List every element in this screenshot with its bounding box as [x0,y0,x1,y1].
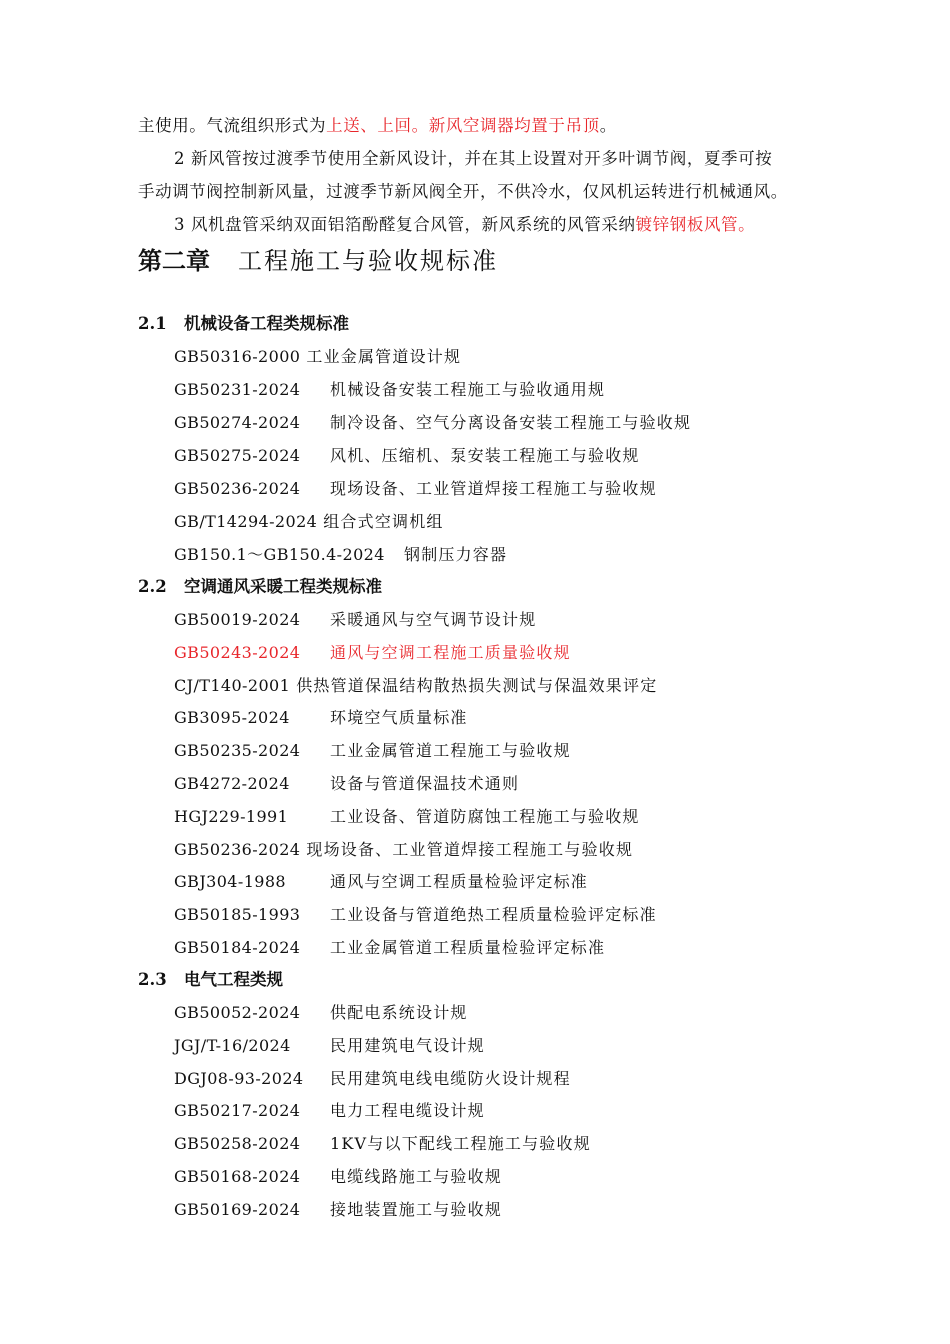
list-item [174,1001,468,1025]
standard-name: 工业金属管道工程质量检验评定标准 [330,938,606,957]
list-item [174,1067,571,1091]
standard-name: 电缆线路施工与验收规 [330,1167,503,1186]
standard-name: 1KV与以下配线工程施工与验收规 [330,1134,591,1153]
chapter-number: 第二章 [138,246,210,275]
standard-code: GB50185-1993 [174,905,301,924]
section-heading-2-3 [138,968,283,992]
standard-name: 工业设备、管道防腐蚀工程施工与验收规 [330,807,640,826]
standard-name: 环境空气质量标准 [330,708,468,727]
standard-name: 通风与空调工程质量检验评定标准 [330,872,589,891]
list-item-highlighted [174,641,571,665]
standard-code: HGJ229-1991 [174,807,289,826]
standard-code: GB50274-2024 [174,413,301,432]
standard-code: GB50236-2024 [174,479,301,498]
standard-code: GB50231-2024 [174,380,301,399]
standard-code: GB/T14294-2024 [174,512,318,531]
standard-name: 接地装置施工与验收规 [330,1200,503,1219]
list-item [174,772,519,796]
standard-code: GB50243-2024 [174,643,301,662]
standard-name: 现场设备、工业管道焊接工程施工与验收规 [306,840,634,859]
intro-p1-end: 。 [599,116,617,135]
standard-name: 设备与管道保温技术通则 [330,774,520,793]
standard-code: GB50316-2000 [174,347,301,366]
standard-name: 供配电系统设计规 [330,1003,468,1022]
standard-name: 电力工程电缆设计规 [330,1101,485,1120]
intro-paragraph-1 [138,114,878,138]
chapter-title: 工程施工与验收规标准 [238,247,498,275]
list-item [174,1165,502,1189]
standard-code: GBJ304-1988 [174,872,287,891]
section-number: 2.1 [138,314,167,333]
standard-name: 工业金属管道工程施工与验收规 [330,741,571,760]
list-item [174,444,640,468]
list-item [174,1132,591,1156]
standard-code: JGJ/T-16/2024 [174,1036,291,1055]
intro-p1-text: 主使用。气流组织形式为 [138,116,327,135]
list-item [174,870,588,894]
section-title: 电气工程类规 [184,970,283,989]
standard-name: 民用建筑电气设计规 [330,1036,485,1055]
standard-name: 通风与空调工程施工质量验收规 [330,643,571,662]
list-item [174,510,444,534]
standard-code: GB50168-2024 [174,1167,301,1186]
standard-name: 风机、压缩机、泵安装工程施工与验收规 [330,446,640,465]
standard-code: GB50236-2024 [174,840,301,859]
list-item [174,543,507,567]
standard-code: GB50019-2024 [174,610,301,629]
list-item [174,378,605,402]
section-heading-2-1 [138,312,349,336]
list-item [174,936,605,960]
section-title: 空调通风采暖工程类规标准 [184,577,382,596]
standard-code: GB50052-2024 [174,1003,301,1022]
standard-code: GB3095-2024 [174,708,290,727]
standard-name: 组合式空调机组 [323,512,444,531]
standard-name: 采暖通风与空气调节设计规 [330,610,537,629]
section-title: 机械设备工程类规标准 [184,314,349,333]
list-item [174,674,657,698]
standard-name: 工业设备与管道绝热工程质量检验评定标准 [330,905,657,924]
standard-code: GB50169-2024 [174,1200,301,1219]
intro-p3-text: 3 风机盘管采纳双面铝箔酚醛复合风管，新风系统的风管采纳 [174,215,636,234]
intro-p1-highlight: 上送、上回。新风空调器均置于吊顶 [326,116,600,135]
intro-paragraph-3 [174,213,914,237]
list-item [174,477,657,501]
standard-name: 工业金属管道设计规 [306,347,462,366]
standard-code: CJ/T140-2001 [174,676,291,695]
list-item [174,805,640,829]
standard-name: 钢制压力容器 [404,545,508,564]
list-item [174,1034,485,1058]
standard-code: GB50184-2024 [174,938,301,957]
list-item [174,608,536,632]
intro-paragraph-2-line-2: 手动调节阀控制新风量，过渡季节新风阀全开，不供冷水，仅风机运转进行机械通风。 [138,182,788,201]
list-item [174,1198,502,1222]
list-item [174,345,461,369]
standard-name: 供热管道保温结构散热损失测试与保温效果评定 [296,676,658,695]
list-item [174,411,691,435]
intro-paragraph-2-line-1: 2 新风管按过渡季节使用全新风设计，并在其上设置对开多叶调节阀，夏季可按 [174,149,773,168]
list-item [174,1099,485,1123]
standard-name: 现场设备、工业管道焊接工程施工与验收规 [330,479,657,498]
standard-code: GB150.1～GB150.4-2024 [174,545,385,564]
chapter-heading [138,244,498,278]
intro-p3-highlight: 镀锌钢板风管。 [635,215,756,234]
section-heading-2-2 [138,575,382,599]
list-item [174,838,633,862]
section-number: 2.2 [138,577,167,596]
standard-code: GB50217-2024 [174,1101,301,1120]
standard-name: 制冷设备、空气分离设备安装工程施工与验收规 [330,413,692,432]
standard-code: GB4272-2024 [174,774,290,793]
standard-name: 民用建筑电线电缆防火设计规程 [330,1069,571,1088]
standard-code: GB50258-2024 [174,1134,301,1153]
list-item [174,739,571,763]
list-item [174,903,657,927]
standard-name: 机械设备安装工程施工与验收通用规 [330,380,606,399]
standard-code: GB50275-2024 [174,446,301,465]
section-number: 2.3 [138,970,167,989]
standard-code: DGJ08-93-2024 [174,1069,304,1088]
standard-code: GB50235-2024 [174,741,301,760]
list-item [174,706,468,730]
